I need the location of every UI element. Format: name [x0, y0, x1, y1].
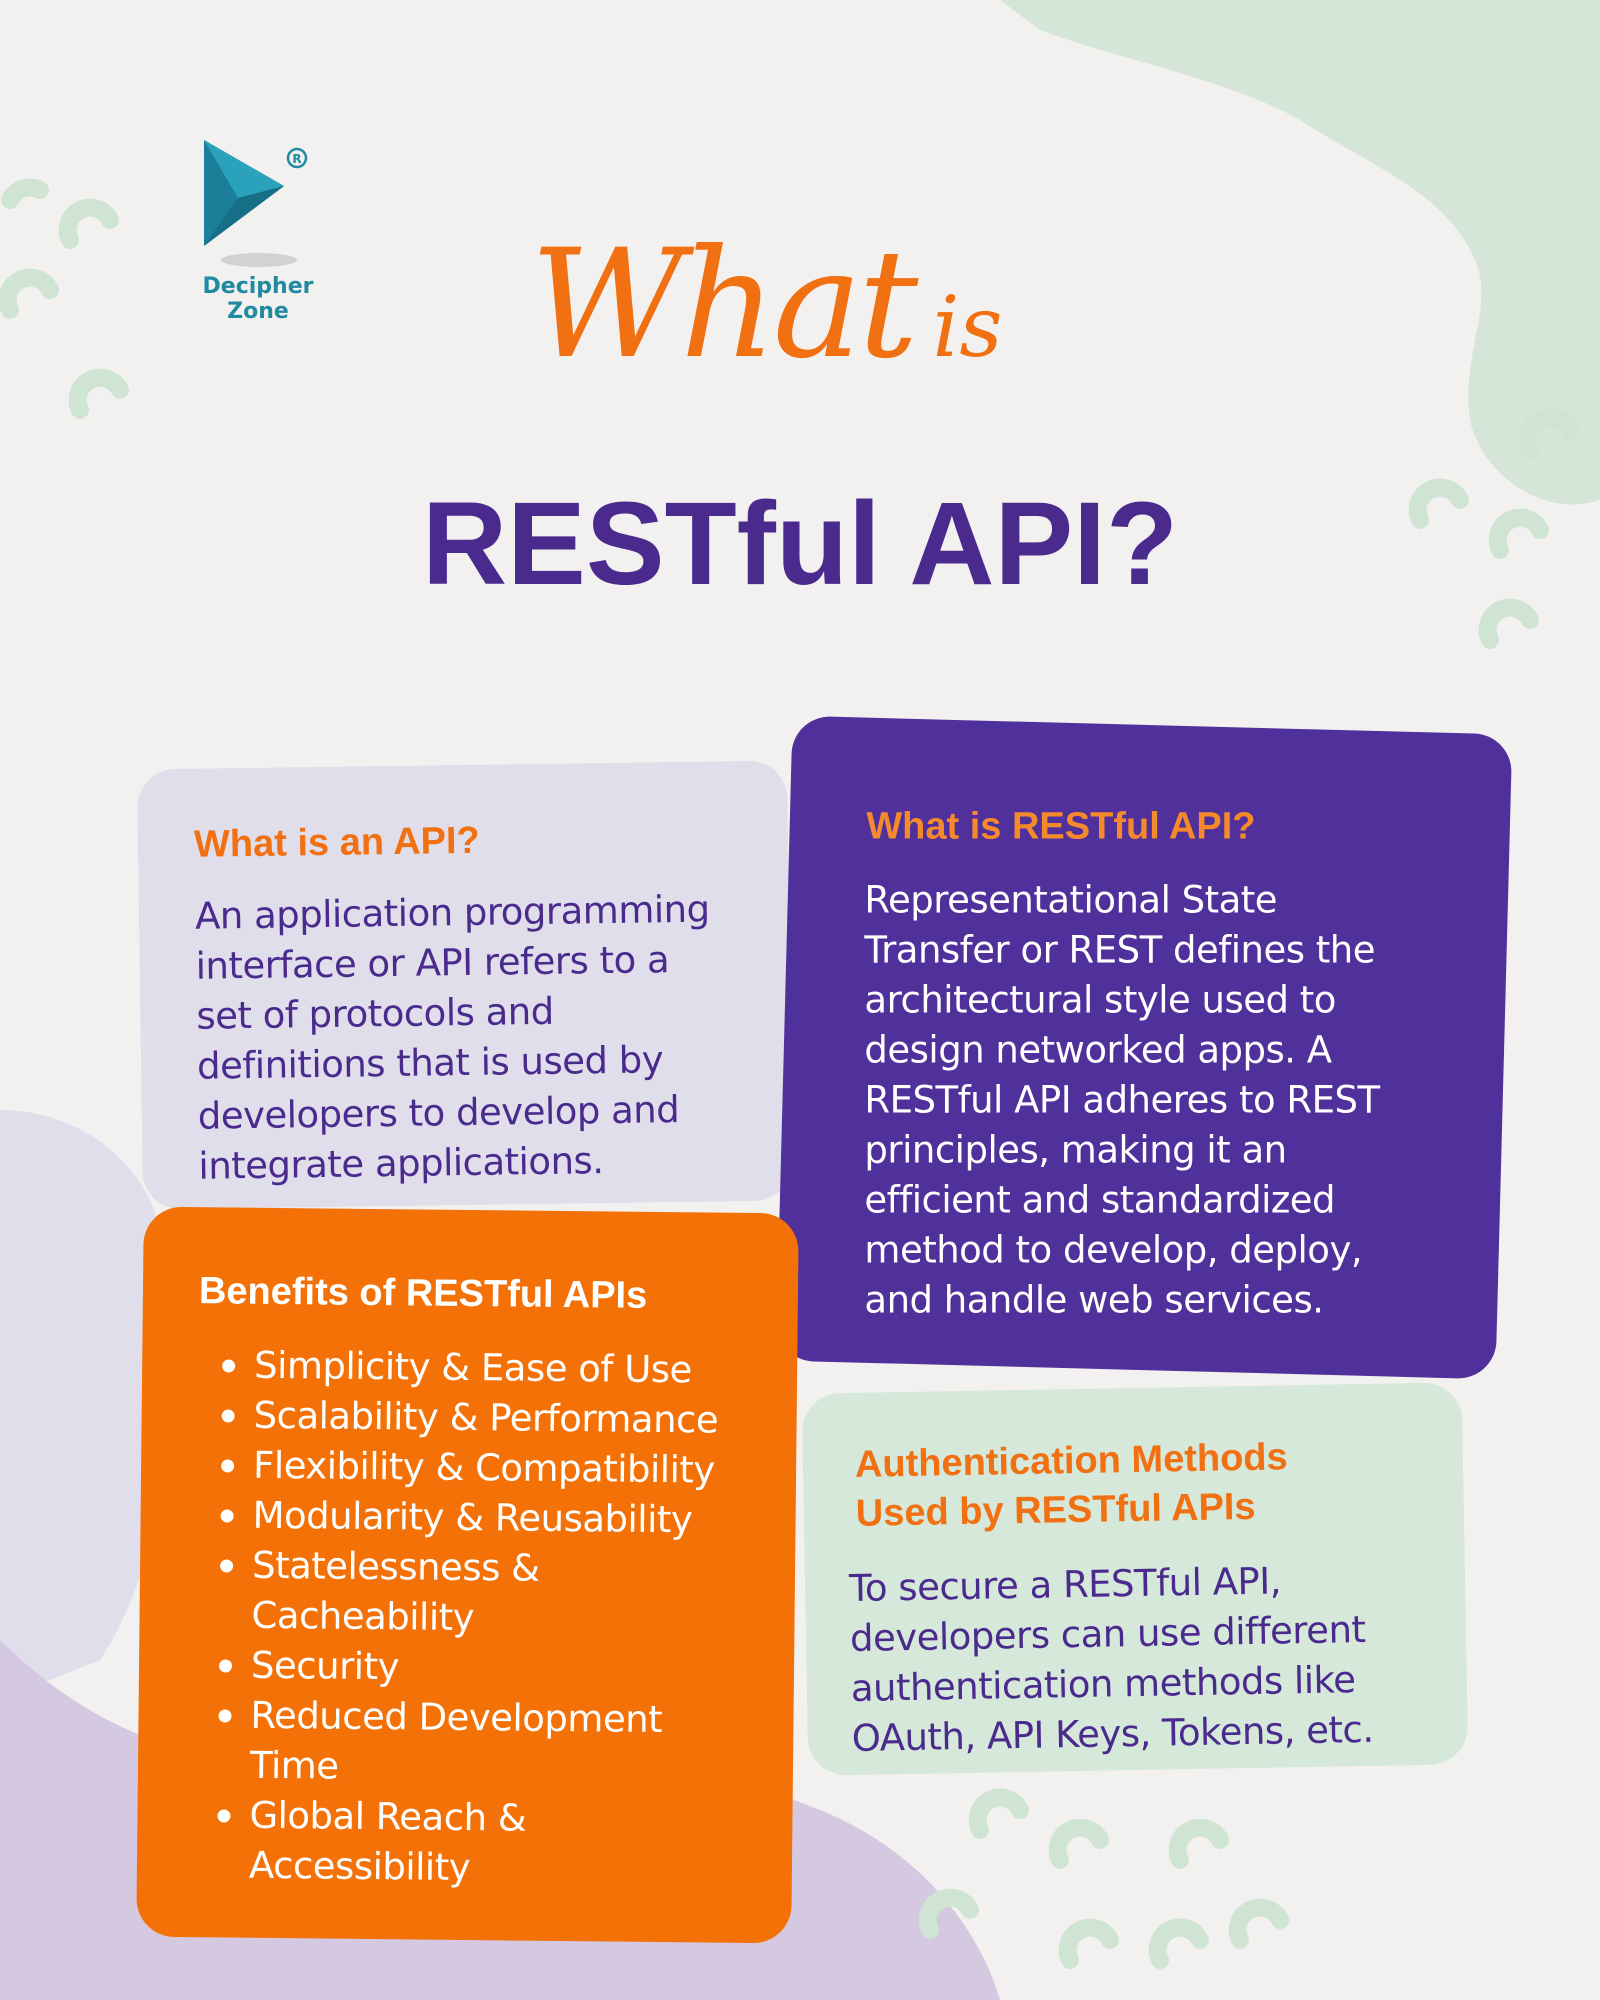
card-restful-line: principles, making it an	[864, 1129, 1287, 1173]
brand-name: Decipher Zone	[202, 274, 314, 324]
card-api-line: An application programming	[194, 887, 710, 939]
card-api-body	[195, 884, 793, 1192]
svg-text:R: R	[292, 152, 302, 166]
card-restful-line: design networked apps. A	[864, 1029, 1332, 1073]
benefit-line: Flexibility & Compatibility	[252, 1444, 715, 1492]
list-item	[193, 1791, 793, 1897]
card-auth-body	[849, 1553, 1468, 1764]
list-item	[196, 1491, 795, 1547]
card-restful-line: RESTful API adheres to REST	[864, 1079, 1380, 1123]
headline-script	[530, 218, 1003, 392]
card-auth-line: authentication methods like	[850, 1657, 1356, 1710]
headline	[0, 0, 1600, 620]
benefit-line: Cacheability	[251, 1594, 475, 1640]
card-auth-line: OAuth, API Keys, Tokens, etc.	[851, 1707, 1374, 1760]
card-api-line: developers to develop and	[197, 1088, 680, 1139]
card-restful-title: What is RESTful API?	[866, 805, 1256, 848]
benefit-line: Time	[249, 1744, 339, 1789]
card-benefits-title: Benefits of RESTful APIs	[198, 1270, 648, 1317]
card-api-line: set of protocols and	[196, 990, 554, 1039]
benefit-line: Modularity & Reusability	[252, 1494, 693, 1542]
benefit-line: Reduced Development	[250, 1694, 663, 1742]
card-auth-line: developers can use different	[849, 1607, 1366, 1660]
card-api-line: interface or API refers to a	[195, 938, 670, 989]
card-restful-line: Transfer or REST defines the	[864, 929, 1376, 973]
list-item	[194, 1691, 794, 1797]
benefit-line: Scalability & Performance	[253, 1394, 719, 1443]
benefit-line: Statelessness &	[251, 1544, 540, 1591]
card-what-is-restful-api	[776, 716, 1513, 1380]
list-item	[197, 1441, 796, 1497]
benefit-list	[193, 1341, 798, 1897]
card-restful-line: and handle web services.	[864, 1279, 1324, 1323]
card-api-line: integrate applications.	[198, 1139, 604, 1189]
list-item	[195, 1541, 795, 1647]
card-restful-line: method to develop, deploy,	[864, 1229, 1363, 1273]
card-benefits	[136, 1207, 799, 1944]
card-api-line: definitions that is used by	[196, 1038, 664, 1089]
benefit-line: Simplicity & Ease of Use	[253, 1344, 693, 1392]
benefit-line: Security	[250, 1644, 400, 1689]
headline-main: RESTful API?	[421, 478, 1179, 610]
card-what-is-api	[137, 760, 793, 1209]
benefit-line: Global Reach &	[249, 1794, 527, 1841]
card-auth-title	[855, 1430, 1465, 1539]
headline-script-small: is	[932, 278, 1003, 376]
list-item	[198, 1341, 797, 1397]
card-auth-title-line: Authentication Methods	[854, 1436, 1289, 1486]
card-restful-line: efficient and standardized	[864, 1179, 1336, 1223]
list-item	[195, 1641, 794, 1697]
headline-script-word: What	[530, 218, 915, 392]
card-restful-line: Representational State	[864, 879, 1278, 923]
card-auth-title-line: Used by RESTful APIs	[855, 1486, 1256, 1536]
card-api-title: What is an API?	[193, 819, 481, 866]
card-auth-line: To secure a RESTful API,	[848, 1559, 1282, 1610]
benefit-line: Accessibility	[248, 1844, 471, 1890]
card-authentication-methods	[802, 1382, 1469, 1775]
card-restful-body	[864, 876, 1508, 1326]
list-item	[197, 1391, 796, 1447]
card-restful-line: architectural style used to	[864, 979, 1336, 1023]
